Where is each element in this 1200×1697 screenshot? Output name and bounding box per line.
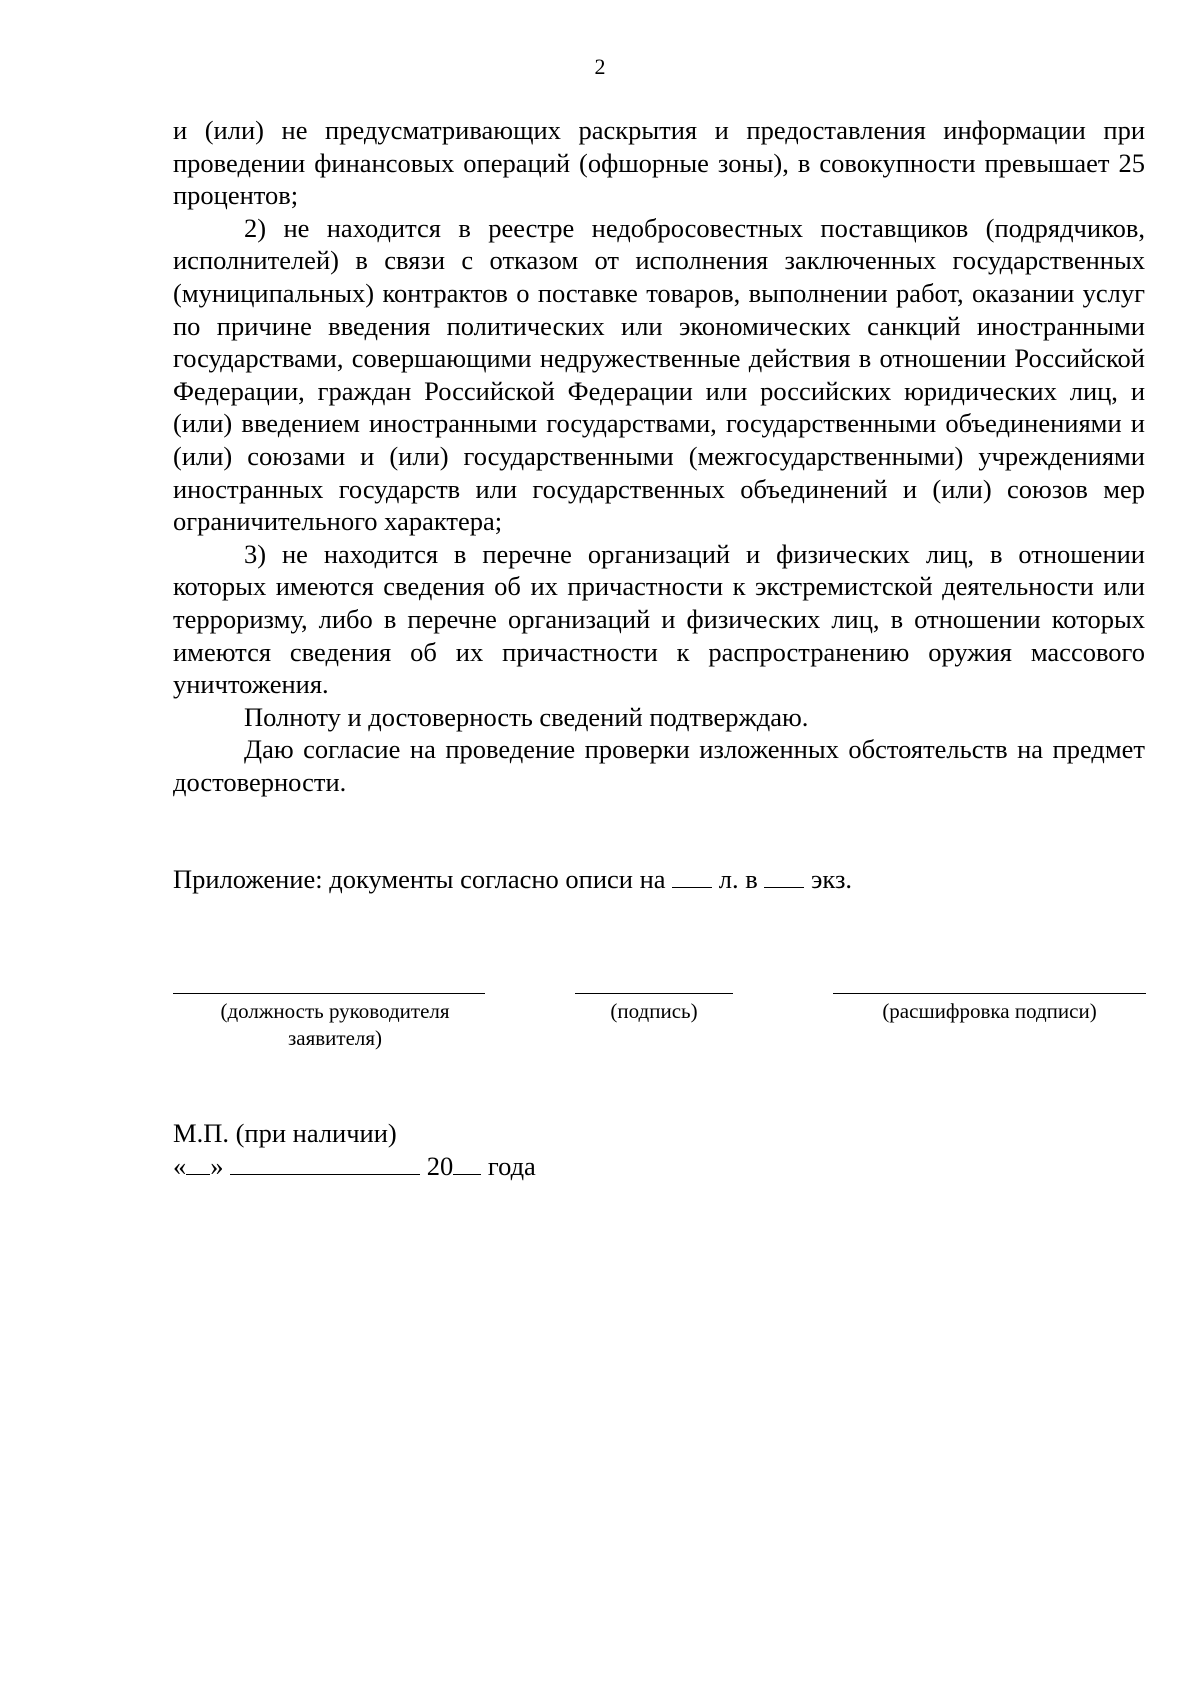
copy-count-blank (764, 863, 804, 888)
date-line (173, 1150, 536, 1182)
date-open-quote: « (173, 1151, 187, 1181)
day-blank (186, 1150, 210, 1175)
date-close-quote: » (210, 1151, 224, 1181)
paragraph-offshore-continuation: и (или) не предусматривающих раскрытия и предоставления информации при проведении финансовых операций (офшорные зоны), в совокупности превышает 25 процентов; (173, 115, 1145, 211)
stamp-label: М.П. (при наличии) (173, 1118, 397, 1148)
year-prefix: 20 (426, 1151, 454, 1181)
document-body (173, 114, 1145, 798)
decryption-signature-line (833, 993, 1146, 994)
sheet-count-blank (672, 863, 712, 888)
paragraph-item-3: 3) не находится в перечне организаций и физических лиц, в отношении которых имеются сведения об их причастности к экстремистской деятельности или терроризму, либо в перечне организаций и физических лиц, в отношении которых имеются сведения об их причастности к распространению оружия массового уничтожения. (173, 538, 1145, 700)
paragraph-consent: Даю согласие на проведение проверки изложенных обстоятельств на предмет достоверности. (173, 734, 1145, 797)
attachment-line (173, 863, 852, 895)
paragraph-confirmation: Полноту и достоверность сведений подтверждаю. (244, 701, 809, 732)
position-caption: (должность руководителя заявителя) (220, 999, 450, 1050)
page-number: 2 (594, 54, 606, 79)
attachment-middle: л. в (718, 864, 758, 894)
attachment-prefix: Приложение: документы согласно описи на (173, 864, 666, 894)
attachment-suffix: экз. (811, 864, 853, 894)
year-suffix: года (487, 1151, 536, 1181)
position-signature-line (173, 993, 485, 994)
decryption-caption: (расшифровка подписи) (882, 999, 1097, 1023)
paragraph-item-2: 2) не находится в реестре недобросовестных поставщиков (подрядчиков, исполнителей) в связи с отказом от исполнения заключенных государственных (муниципальных) контрактов о поставке товаров, выполнении работ, оказании услуг по причине введения политических или экономических санкций иностранными государствами, совершающими недружественные действия в отношении Российской Федерации, граждан Российской Федерации или российских юридических лиц, и (или) введением иностранными государствами, государственными объединениями и (или) союзами и (или) государственными (межгосударственными) учреждениями иностранных государств или государственных объединений и (или) союзов мер ограничительного характера; (173, 212, 1145, 537)
year-blank (453, 1150, 481, 1175)
month-blank (230, 1150, 420, 1175)
signature-caption: (подпись) (610, 999, 698, 1023)
signature-line (575, 993, 733, 994)
